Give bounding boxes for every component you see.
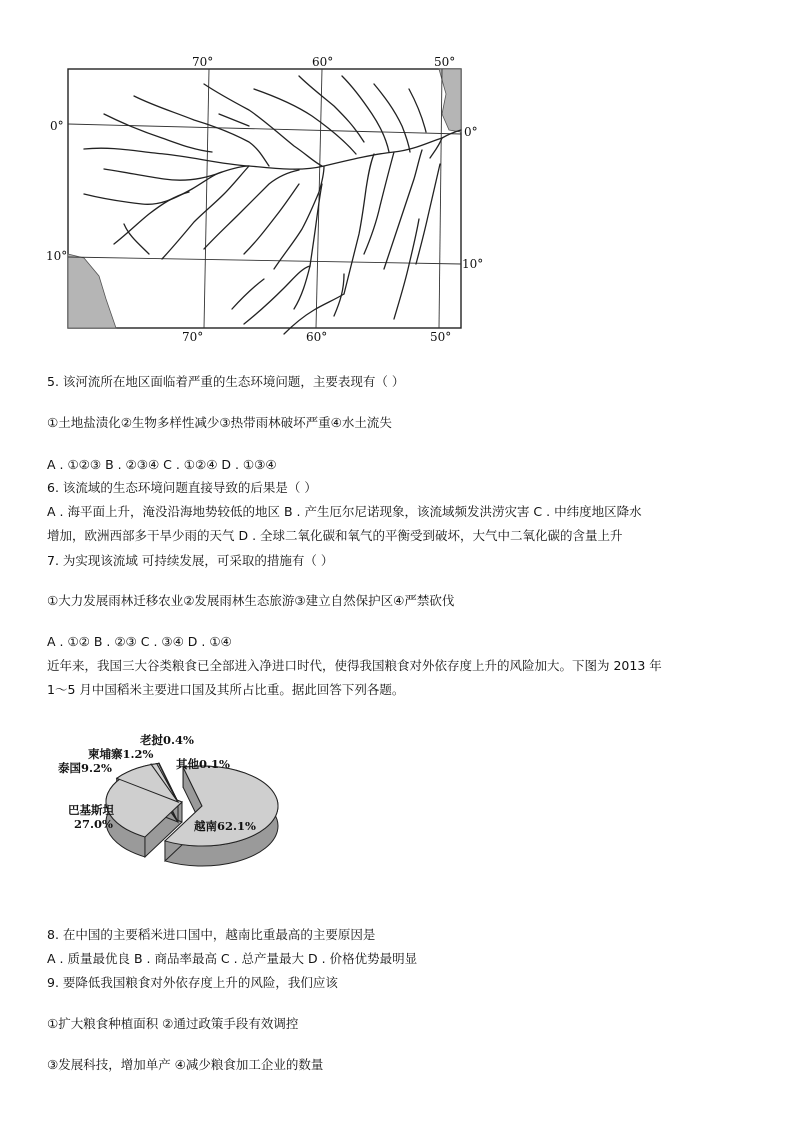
label-laos: 老挝0.4% [140, 733, 194, 747]
q5-stem: 5. 该河流所在地区面临着严重的生态环境问题，主要表现有（ ） [47, 374, 405, 389]
right-lat-0: 0° [464, 125, 478, 139]
label-pakistan: 巴基斯坦 [68, 803, 114, 817]
q6-options-line1: A . 海平面上升，淹没沿海地势较低的地区 B . 产生厄尔尼诺现象，该流域频发洪涝灾害 C . 中纬度地区降水 [47, 504, 642, 519]
q7-items: ①大力发展雨林迁移农业②发展雨林生态旅游③建立自然保护区④严禁砍伐 [47, 593, 455, 608]
left-lat-0: 0° [50, 119, 64, 133]
q5-items: ①土地盐渍化②生物多样性减少③热带雨林破坏严重④水土流失 [47, 415, 392, 430]
river-basin-map [44, 54, 484, 344]
bottom-lon-60: 60° [306, 330, 328, 344]
q9-items1: ①扩大粮食种植面积 ②通过政策手段有效调控 [47, 1016, 299, 1031]
q7-stem: 7. 为实现该流域 可持续发展，可采取的措施有（ ） [47, 553, 334, 568]
q8-stem: 8. 在中国的主要稻米进口国中，越南比重最高的主要原因是 [47, 927, 376, 942]
q5-options: A . ①②③ B . ②③④ C . ①②④ D . ①③④ [47, 457, 277, 472]
q9-items2: ③发展科技，增加单产 ④减少粮食加工企业的数量 [47, 1057, 324, 1072]
label-vietnam: 越南62.1% [194, 819, 256, 833]
rice-import-pie-chart [58, 722, 298, 872]
label-cambodia: 柬埔寨1.2% [88, 747, 154, 761]
q6-stem: 6. 该流域的生态环境问题直接导致的后果是（ ） [47, 480, 317, 495]
right-lat-10: 10° [462, 257, 484, 271]
top-lon-70: 70° [192, 55, 214, 69]
q9-stem: 9. 要降低我国粮食对外依存度上升的风险，我们应该 [47, 975, 338, 990]
q7-options: A . ①② B . ②③ C . ③④ D . ①④ [47, 634, 232, 649]
top-lon-60: 60° [312, 55, 334, 69]
intro-line1: 近年来，我国三大谷类粮食已全部进入净进口时代，使得我国粮食对外依存度上升的风险加大。下图为 2013 年 [47, 658, 662, 673]
label-other: 其他0.1% [176, 757, 230, 771]
q6-options-line2: 增加，欧洲西部多干旱少雨的天气 D . 全球二氧化碳和氧气的平衡受到破坏，大气中二氧化碳的含量上升 [47, 528, 623, 543]
left-lat-10: 10° [46, 249, 68, 263]
intro-line2: 1～5 月中国稻米主要进口国及其所占比重。据此回答下列各题。 [47, 682, 405, 697]
bottom-lon-70: 70° [182, 330, 204, 344]
top-lon-50: 50° [434, 55, 456, 69]
q8-options: A . 质量最优良 B . 商品率最高 C . 总产量最大 D . 价格优势最明显 [47, 951, 418, 966]
label-pakistan-value: 27.0% [74, 817, 113, 831]
bottom-lon-50: 50° [430, 330, 452, 344]
label-thailand: 泰国9.2% [58, 761, 112, 775]
